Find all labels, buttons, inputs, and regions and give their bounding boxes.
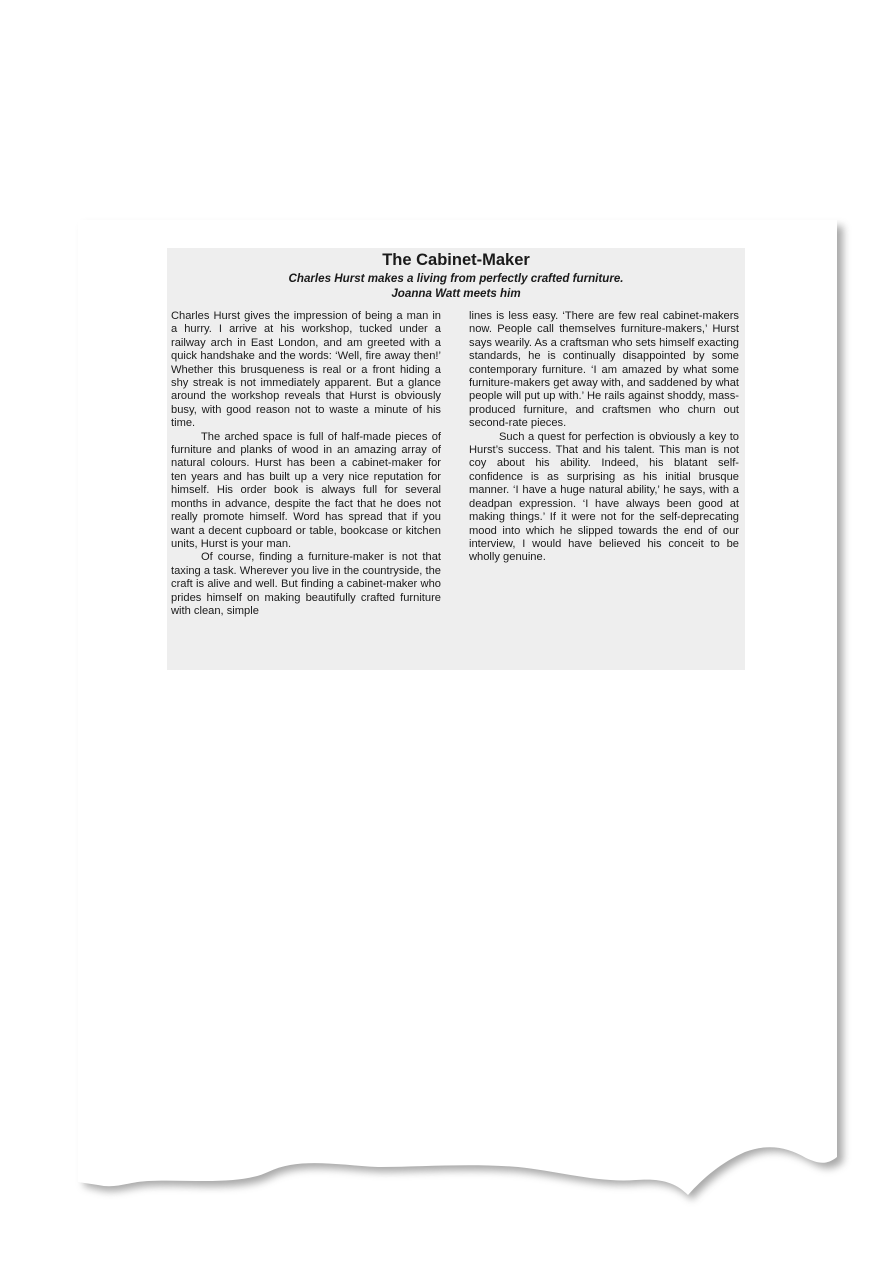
subtitle-line-2: Joanna Watt meets him <box>391 287 521 300</box>
article-subtitle <box>167 271 745 301</box>
paragraph: Charles Hurst gives the impression of being a man in a hurry. I arrive at his workshop, tucked under a railway arch in East London, and am greeted with a quick handshake and the words: ‘Well, fire away then!’ Whether this brusqueness is real or a front hiding a shy streak is not immediately apparent. But a glance around the workshop reveals that Hurst is obviously busy, with good reason not to waste a minute of his time. <box>171 310 441 430</box>
article-title: The Cabinet-Maker <box>382 251 530 269</box>
paragraph: Such a quest for perfection is obviously a key to Hurst’s success. That and his talent. This man is not coy about his ability. Indeed, his blatant self-confidence is as surprising as his initial brusque manner. ‘I have a huge natural ability,’ he says, with a deadpan expression. ‘I have always been good at making things.’ If it were not for the self-deprecating mood into which he slipped towards the end of our interview, I would have believed his conceit to be wholly genuine. <box>469 430 739 564</box>
right-column <box>469 310 739 565</box>
subtitle-line-1: Charles Hurst makes a living from perfectly crafted furniture. <box>288 272 624 285</box>
paragraph: The arched space is full of half-made pieces of furniture and planks of wood in an amazing array of natural colours. Hurst has been a cabinet-maker for ten years and has built up a very nice reputation for himself. His order book is always full for several months in advance, despite the fact that he does not really promote himself. Word has spread that if you want a decent cupboard or table, bookcase or kitchen units, Hurst is your man. <box>171 430 441 550</box>
paragraph: lines is less easy. ‘There are few real cabinet-makers now. People call themselves furniture-makers,’ Hurst says wearily. As a craftsman who sets himself exacting standards, he is continually disappointed by some contemporary furniture. ‘I am amazed by what some furniture-makers get away with, and saddened by what people will put up with.’ He rails against shoddy, mass-produced furniture, and craftsmen who churn out second-rate pieces. <box>469 310 739 430</box>
article-panel <box>167 248 745 670</box>
paragraph: Of course, finding a furniture-maker is not that taxing a task. Wherever you live in the countryside, the craft is alive and well. But finding a cabinet-maker who prides himself on making beautifully crafted furniture with clean, simple <box>171 551 441 617</box>
left-column <box>171 310 441 618</box>
